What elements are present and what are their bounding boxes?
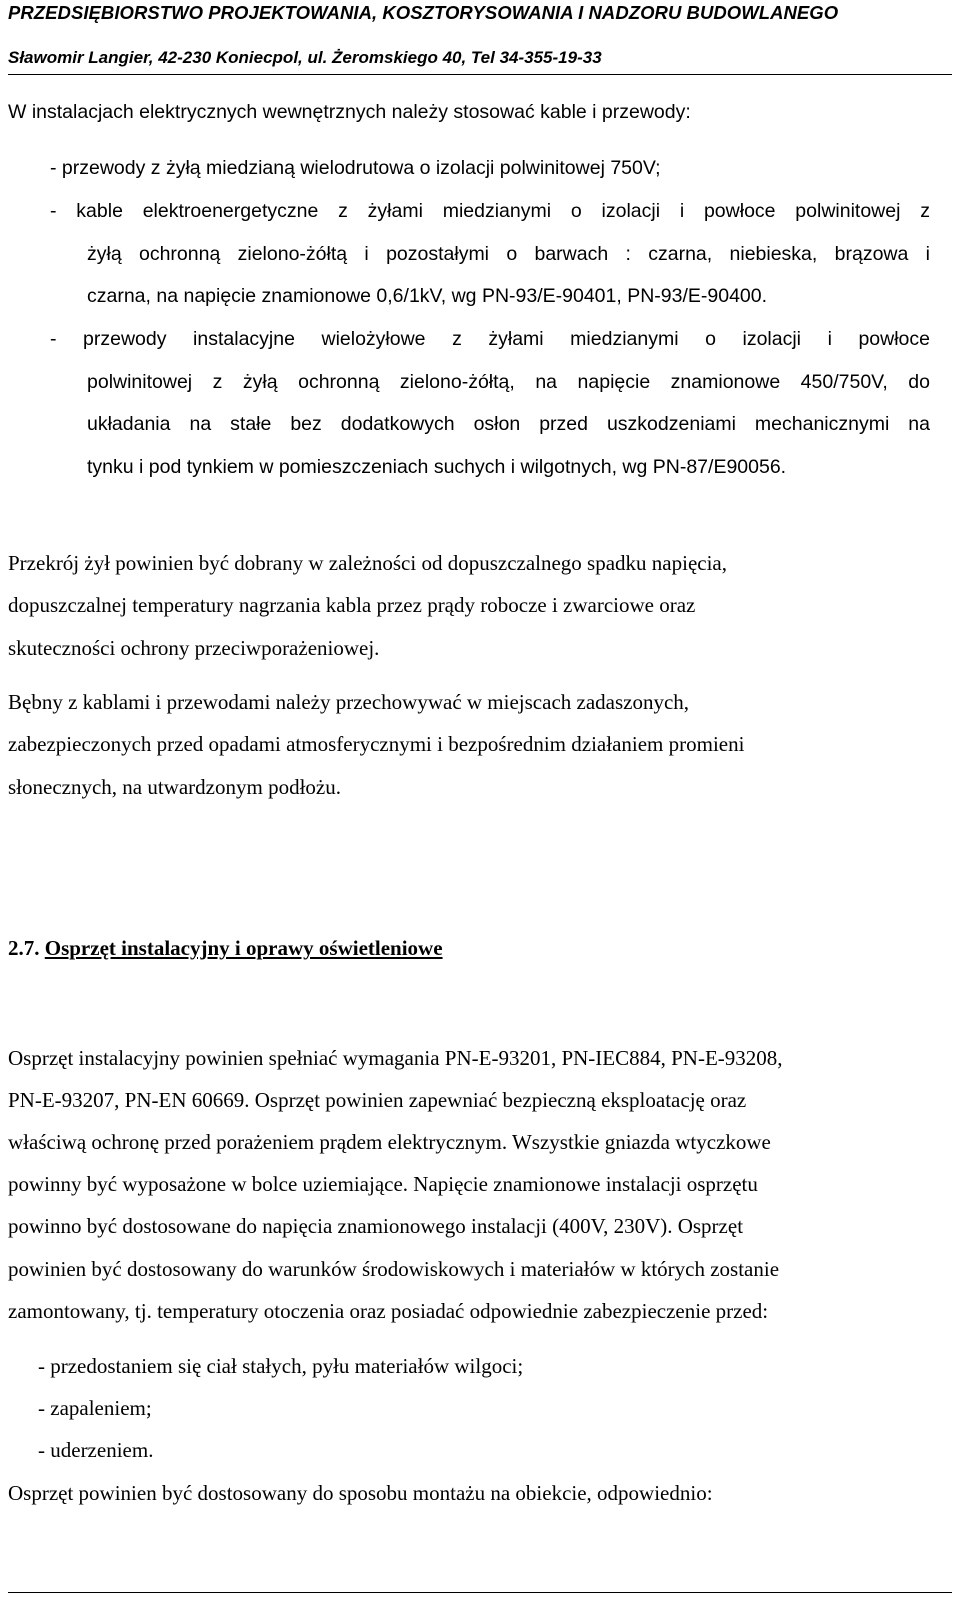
list-item-continuation: tynku i pod tynkiem w pomieszczeniach suchych i wilgotnych, wg PN-87/E90056. (87, 456, 787, 478)
page-header (0, 0, 960, 76)
paragraph-line: powinien być dostosowany do warunków środowiskowych i materiałów w których zostanie (8, 1257, 780, 1281)
list-item: - uderzeniem. (38, 1438, 154, 1462)
company-name: PRZEDSIĘBIORSTWO PROJEKTOWANIA, KOSZTORYSOWANIA I NADZORU BUDOWLANEGO (8, 2, 839, 23)
list-item-continuation: czarna, na napięcie znamionowe 0,6/1kV, wg PN-93/E-90401, PN-93/E-90400. (87, 285, 768, 307)
section-number: 2.7. (8, 936, 40, 960)
list-item-continuation: układania na stałe bez dodatkowych osłon przed uszkodzeniami mechanicznymi na (87, 413, 930, 435)
list-item: - przewody z żyłą miedzianą wielodrutowa o izolacji polwinitowej 750V; (50, 157, 661, 179)
paragraph-line: zamontowany, tj. temperatury otoczenia oraz posiadać odpowiednie zabezpieczenie przed: (8, 1299, 769, 1323)
paragraph-line: słonecznych, na utwardzonym podłożu. (8, 775, 341, 799)
paragraph-line: skuteczności ochrony przeciwporażeniowej. (8, 636, 380, 660)
section-heading (8, 936, 443, 960)
paragraph-line: PN-E-93207, PN-EN 60669. Osprzęt powinien zapewniać bezpieczną eksploatację oraz (8, 1088, 747, 1112)
paragraph-line: Przekrój żył powinien być dobrany w zależności od dopuszczalnego spadku napięcia, (8, 551, 728, 575)
paragraph-line: właściwą ochronę przed porażeniem prądem elektrycznym. Wszystkie gniazda wtyczkowe (8, 1130, 771, 1154)
list-item: - kable elektroenergetyczne z żyłami miedzianymi o izolacji i powłoce polwinitowej z (50, 200, 930, 222)
paragraph-line: Bębny z kablami i przewodami należy przechowywać w miejscach zadaszonych, (8, 690, 690, 714)
header-rule (8, 74, 952, 75)
list-item-continuation: polwinitowej z żyłą ochronną zielono-żółtą, na napięcie znamionowe 450/750V, do (87, 371, 930, 393)
list-item: - przewody instalacyjne wielożyłowe z żyłami miedzianymi o izolacji i powłoce (50, 328, 930, 350)
list-item: - zapaleniem; (38, 1396, 152, 1420)
cables-intro: W instalacjach elektrycznych wewnętrznych należy stosować kable i przewody: (8, 101, 691, 123)
company-address: Sławomir Langier, 42-230 Koniecpol, ul. Żeromskiego 40, Tel 34-355-19-33 (8, 48, 602, 67)
paragraph-line: dopuszczalnej temperatury nagrzania kabla przez prądy robocze i zwarciowe oraz (8, 593, 696, 617)
paragraph-line: powinny być wyposażone w bolce uziemiające. Napięcie znamionowe instalacji osprzętu (8, 1172, 758, 1196)
section-title: Osprzęt instalacyjny i oprawy oświetleniowe (44, 936, 443, 960)
paragraph-line: Osprzęt instalacyjny powinien spełniać wymagania PN-E-93201, PN-IEC884, PN-E-93208, (8, 1046, 783, 1070)
list-item: - przedostaniem się ciał stałych, pyłu materiałów wilgoci; (38, 1354, 524, 1378)
footer-rule (8, 1592, 952, 1593)
paragraph-line: zabezpieczonych przed opadami atmosferycznymi i bezpośrednim działaniem promieni (8, 732, 745, 756)
list-item-continuation: żyłą ochronną zielono-żółtą i pozostałymi o barwach : czarna, niebieska, brązowa i (87, 243, 930, 265)
paragraph-line: Osprzęt powinien być dostosowany do sposobu montażu na obiekcie, odpowiednio: (8, 1481, 713, 1505)
paragraph-line: powinno być dostosowane do napięcia znamionowego instalacji (400V, 230V). Osprzęt (8, 1214, 744, 1238)
